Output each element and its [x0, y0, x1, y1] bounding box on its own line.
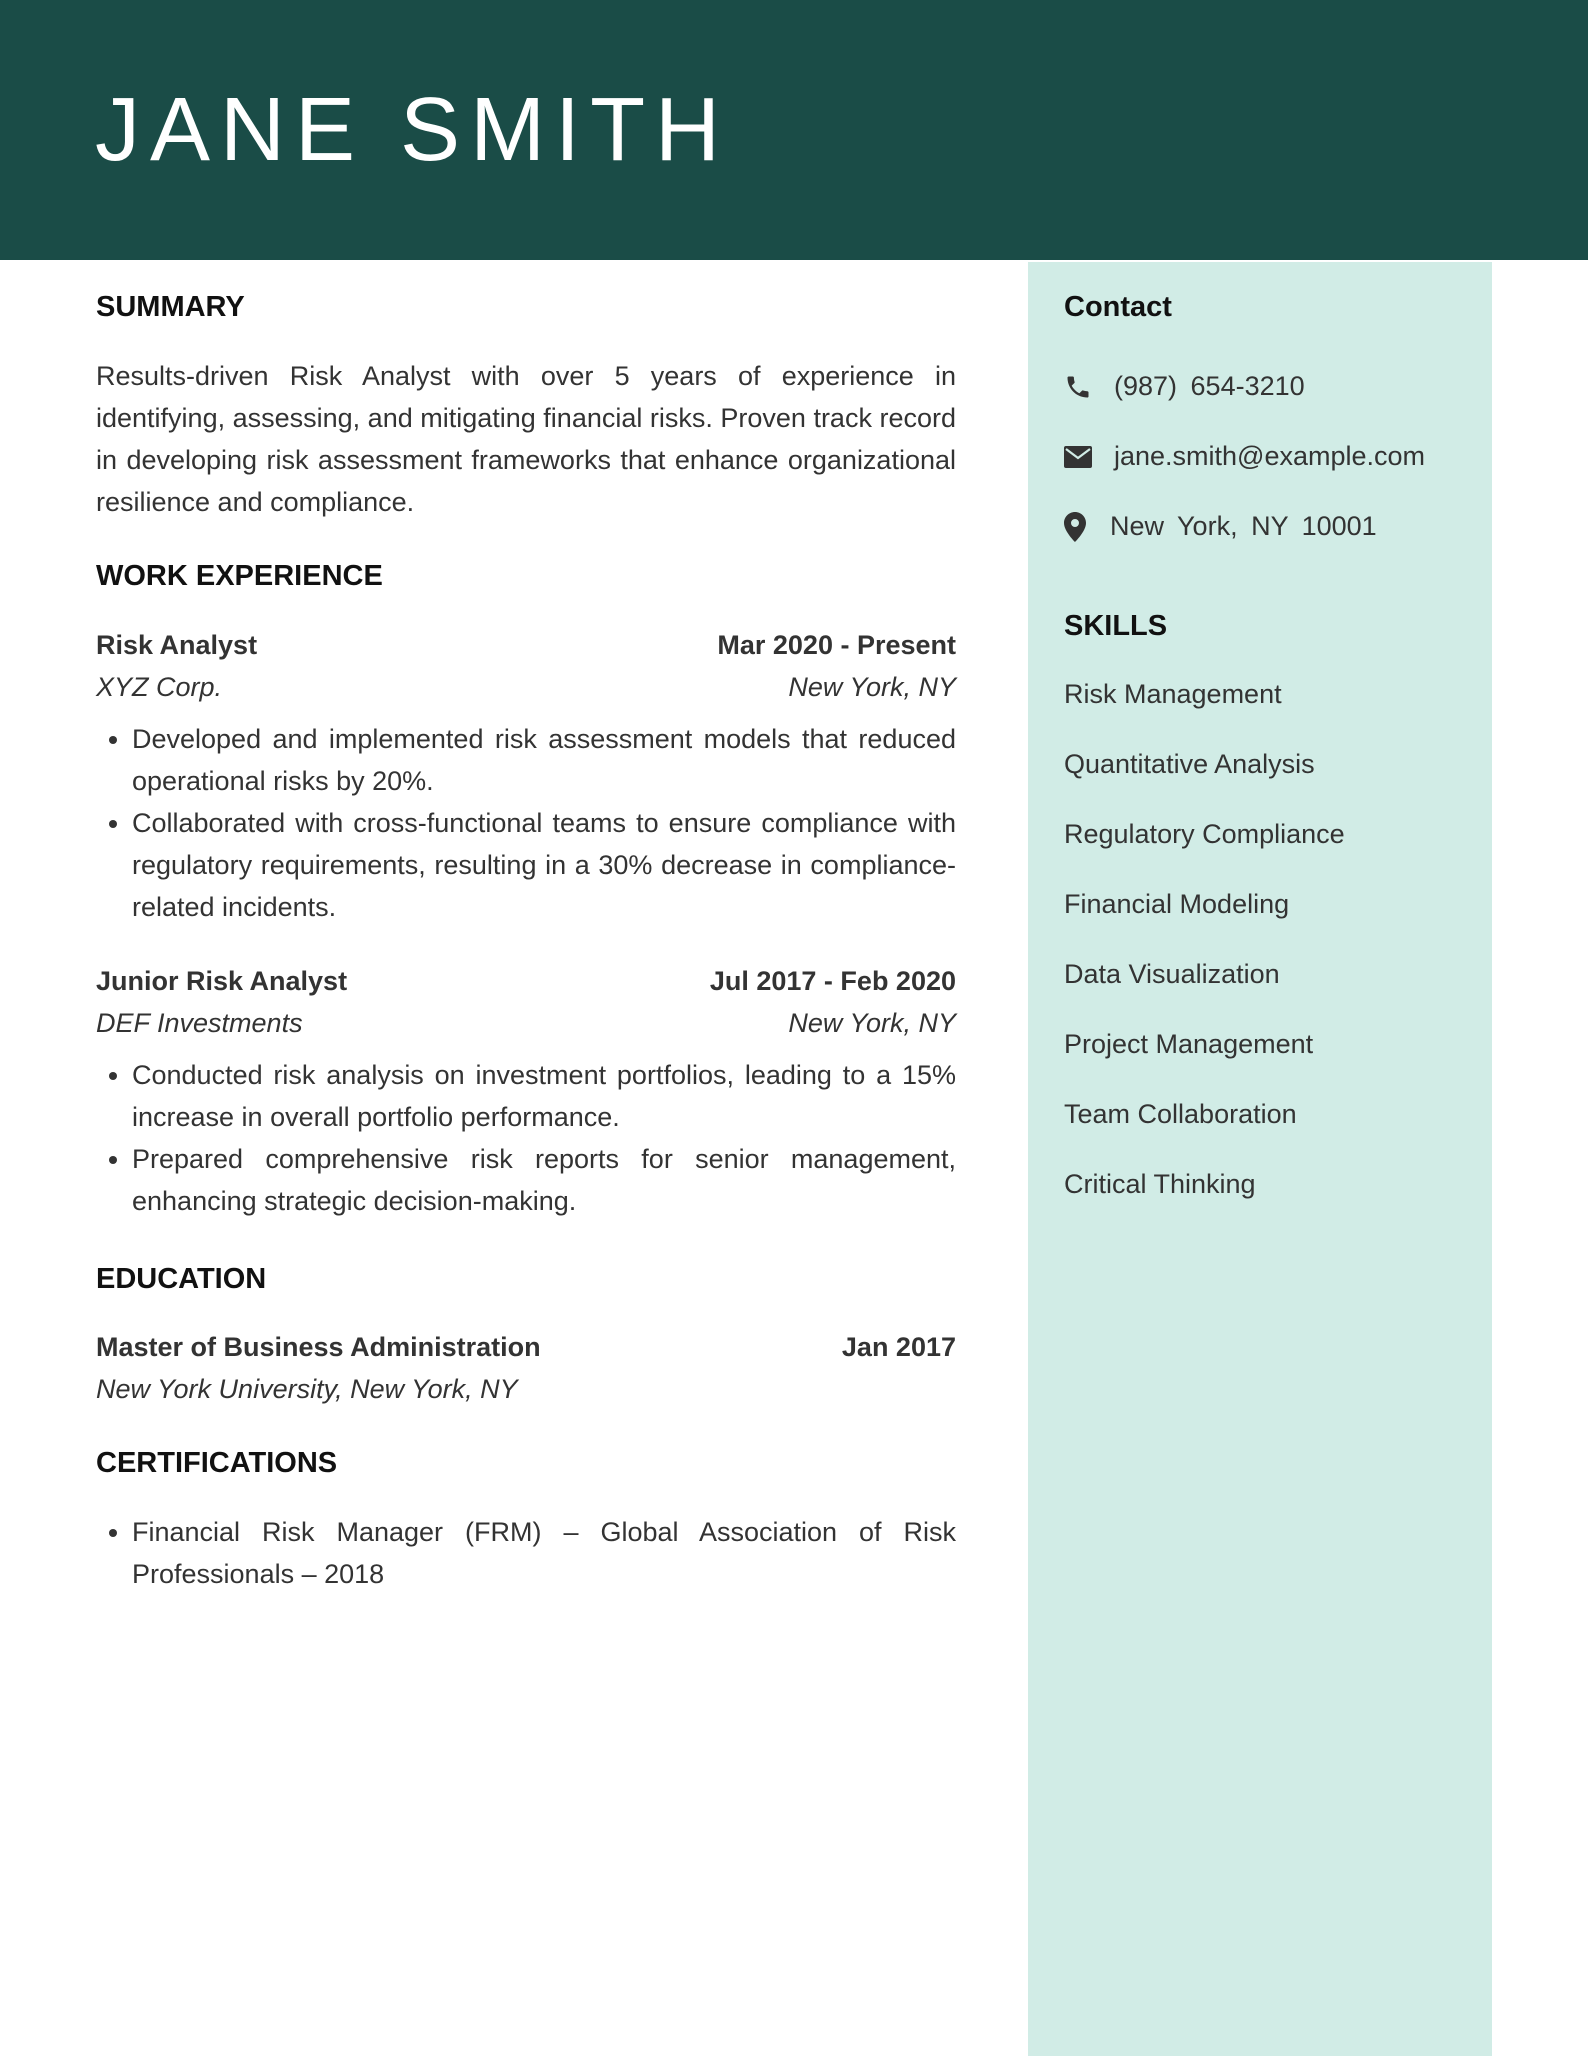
job-entry: [96, 960, 956, 1222]
work-experience-title: WORK EXPERIENCE: [96, 559, 383, 592]
envelope-icon: [1064, 442, 1094, 472]
job-bullet: • Prepared comprehensive risk reports for senior management, enhancing strategic decision-making.: [132, 1138, 956, 1222]
job-company: XYZ Corp.: [96, 671, 223, 702]
job-role: Risk Analyst: [96, 629, 258, 660]
location-text: New York, NY 10001: [1110, 511, 1377, 542]
job-dates: Mar 2020 - Present: [717, 629, 956, 660]
job-bullets: [96, 1054, 956, 1222]
education-header: [96, 1326, 956, 1368]
skill-item: Financial Modeling: [1064, 888, 1290, 919]
job-role: Junior Risk Analyst: [96, 965, 348, 996]
main-column: [96, 290, 956, 1595]
job-company: DEF Investments: [96, 1007, 303, 1038]
job-entry: [96, 624, 956, 928]
summary-title: SUMMARY: [96, 291, 245, 323]
skill-item: Risk Management: [1064, 678, 1282, 709]
skill-item: Regulatory Compliance: [1064, 818, 1345, 849]
skill-item: Project Management: [1064, 1028, 1314, 1059]
sidebar-content: [1064, 290, 1464, 1202]
candidate-name: JANE SMITH: [95, 80, 731, 180]
job-company-row: [96, 666, 956, 708]
job-company-row: [96, 1002, 956, 1044]
job-bullet: • Developed and implemented risk assessment models that reduced operational risks by 20%.: [132, 718, 956, 802]
certifications-title: CERTIFICATIONS: [96, 1447, 338, 1480]
job-bullet: • Conducted risk analysis on investment portfolios, leading to a 15% increase in overall portfolio performance.: [132, 1054, 956, 1138]
skills-list: [1064, 676, 1464, 1202]
job-dates: Jul 2017 - Feb 2020: [709, 965, 956, 996]
education-date: Jan 2017: [841, 1332, 956, 1363]
phone-number[interactable]: (987) 654-3210: [1114, 371, 1305, 402]
contact-title: Contact: [1064, 291, 1172, 323]
skill-item: Team Collaboration: [1064, 1098, 1297, 1129]
job-bullets: [96, 718, 956, 928]
skill-item: Quantitative Analysis: [1064, 748, 1315, 779]
education-title: EDUCATION: [96, 1262, 267, 1295]
skill-item: Data Visualization: [1064, 958, 1280, 989]
skill-item: Critical Thinking: [1064, 1168, 1256, 1199]
summary-text: Results-driven Risk Analyst with over 5 years of experience in identifying, assessing, and mitigating financial risks. Proven track record in developing risk assessment frameworks that enhance organizational resilience and compliance.: [96, 360, 956, 517]
job-header: [96, 624, 956, 666]
certification-item: • Financial Risk Manager (FRM) – Global Association of Risk Professionals – 2018: [132, 1511, 956, 1595]
contact-phone: [1064, 369, 1464, 405]
email-address[interactable]: jane.smith@example.com: [1114, 441, 1426, 472]
map-marker-icon: [1064, 512, 1086, 542]
school: New York University, New York, NY: [96, 1374, 518, 1405]
skills-title: SKILLS: [1064, 609, 1168, 642]
job-location: New York, NY: [788, 671, 956, 702]
contact-location: [1064, 509, 1464, 545]
contact-email: [1064, 439, 1464, 475]
header-banner: [0, 0, 1588, 260]
job-bullet: • Collaborated with cross-functional teams to ensure compliance with regulatory requirements, resulting in a 30% decrease in compliance-related incidents.: [132, 802, 956, 928]
job-header: [96, 960, 956, 1002]
education-school-row: [96, 1368, 956, 1410]
education-entry: [96, 1326, 956, 1410]
certifications-list: [96, 1511, 956, 1595]
sidebar: [1028, 262, 1492, 2056]
degree: Master of Business Administration: [96, 1332, 541, 1363]
phone-icon: [1064, 372, 1094, 402]
job-location: New York, NY: [788, 1007, 956, 1038]
